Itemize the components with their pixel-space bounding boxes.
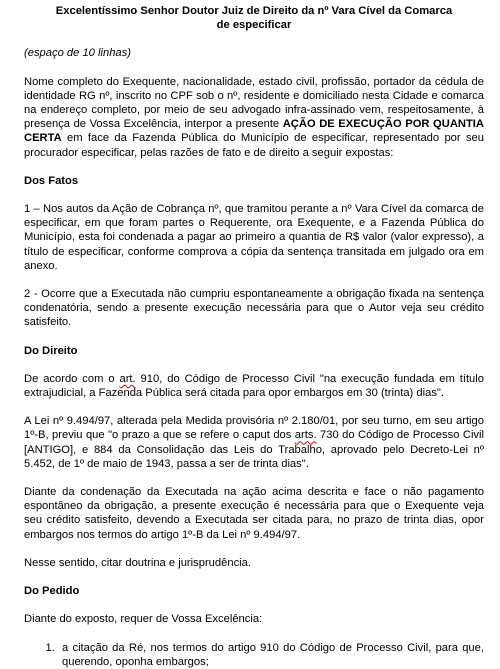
direito-p1-after: 910, do Código de Processo Civil "na execução fundada em título extrajudicial, a Fazenda Pública será citada para opor embargos em 30 (trinta) dias". [24,372,484,400]
spellcheck-word-arts: arts. [294,429,317,442]
direito-paragraph-1 [24,372,484,400]
pedido-intro: Diante do exposto, requer de Vossa Excelência: [24,613,263,626]
heading-fatos: Dos Fatos [24,174,79,187]
direito-paragraph-2 [24,414,484,471]
direito-paragraph-3: Diante da condenação da Executada na ação acima descrita e face o não pagamento espontâneo da obrigação, a presente execução é necessária para que o Exequente veja seu crédito satisfeito, devendo a Executada ser citada para, no prazo de trinta dias, opor embargos nos termos do artigo 1º-B da Lei nº 9.494/97. [24,486,484,541]
fatos-paragraph-2: 2 - Ocorre que a Executada não cumpriu espontaneamente a obrigação fixada na sentença condenatória, sendo a presente execução necessária para que o Autor veja seu crédito satisfeito. [24,288,484,329]
title-line-2: de especificar [216,19,292,32]
fatos-paragraph-1: 1 – Nos autos da Ação de Cobrança nº, que tramitou perante a nº Vara Cível da comarca de especificar, em que foram partes o Requerente, ora Exequente, e a Fazenda Pública do Município, esta foi condenada a pagar ao primeiro a quantia de R$ valor (valor expresso), a título de especificar, conforme comprova a cópia da sentença transitada em julgado ora em anexo. [24,203,484,272]
intro-paragraph [24,75,484,160]
intro-text-after: em face da Fazenda Pública do Município de especificar, representado por seu procurador especificar, pelas razões de fato e de direito a seguir expostas: [24,132,484,159]
document-title [24,4,484,32]
direito-paragraph-4: Nesse sentido, citar doutrina e jurisprudência. [24,556,251,569]
pedido-item: 1. a citação da Ré, nos termos do artigo 910 do Código de Processo Civil, para que, querendo, oponha embargos; [58,641,484,669]
direito-p2-after: 730 do Código de Processo Civil [ANTIGO], e 884 da Consolidação das Leis do Trabalho, aprovado pelo Decreto-Lei nº 5.452, de 1º de maio de 1943, passa a ser de trinta dias". [24,429,484,470]
spellcheck-word-art: art. [119,372,136,385]
intro-text-before: Nome completo do Exequente, nacionalidade, estado civil, profissão, portador da cédula de identidade RG nº, inscrito no CPF sob o nº, residente e domiciliado nesta Cidade e comarca na endereço completo, por meio de seu advogado infra-assinado vem, respeitosamente, à presença de Vossa Excelência, interpor a presente [24,75,484,131]
title-line-1: Excelentíssimo Senhor Doutor Juiz de Direito da nº Vara Cível da Comarca [55,5,453,17]
direito-p1-before: De acordo com o [24,372,120,385]
heading-pedido: Do Pedido [24,585,80,598]
action-name: AÇÃO DE EXECUÇÃO POR QUANTIA CERTA [24,118,484,145]
direito-p2-before: A Lei nº 9.494/97, alterada pela Medida provisória nº 2.180/01, por seu turno, em seu artigo 1º-B, previu que "o prazo a que se refere o caput dos [24,415,484,442]
heading-direito: Do Direito [24,344,78,357]
pedido-list [24,641,484,669]
space-note: (espaço de 10 linhas) [24,47,131,60]
